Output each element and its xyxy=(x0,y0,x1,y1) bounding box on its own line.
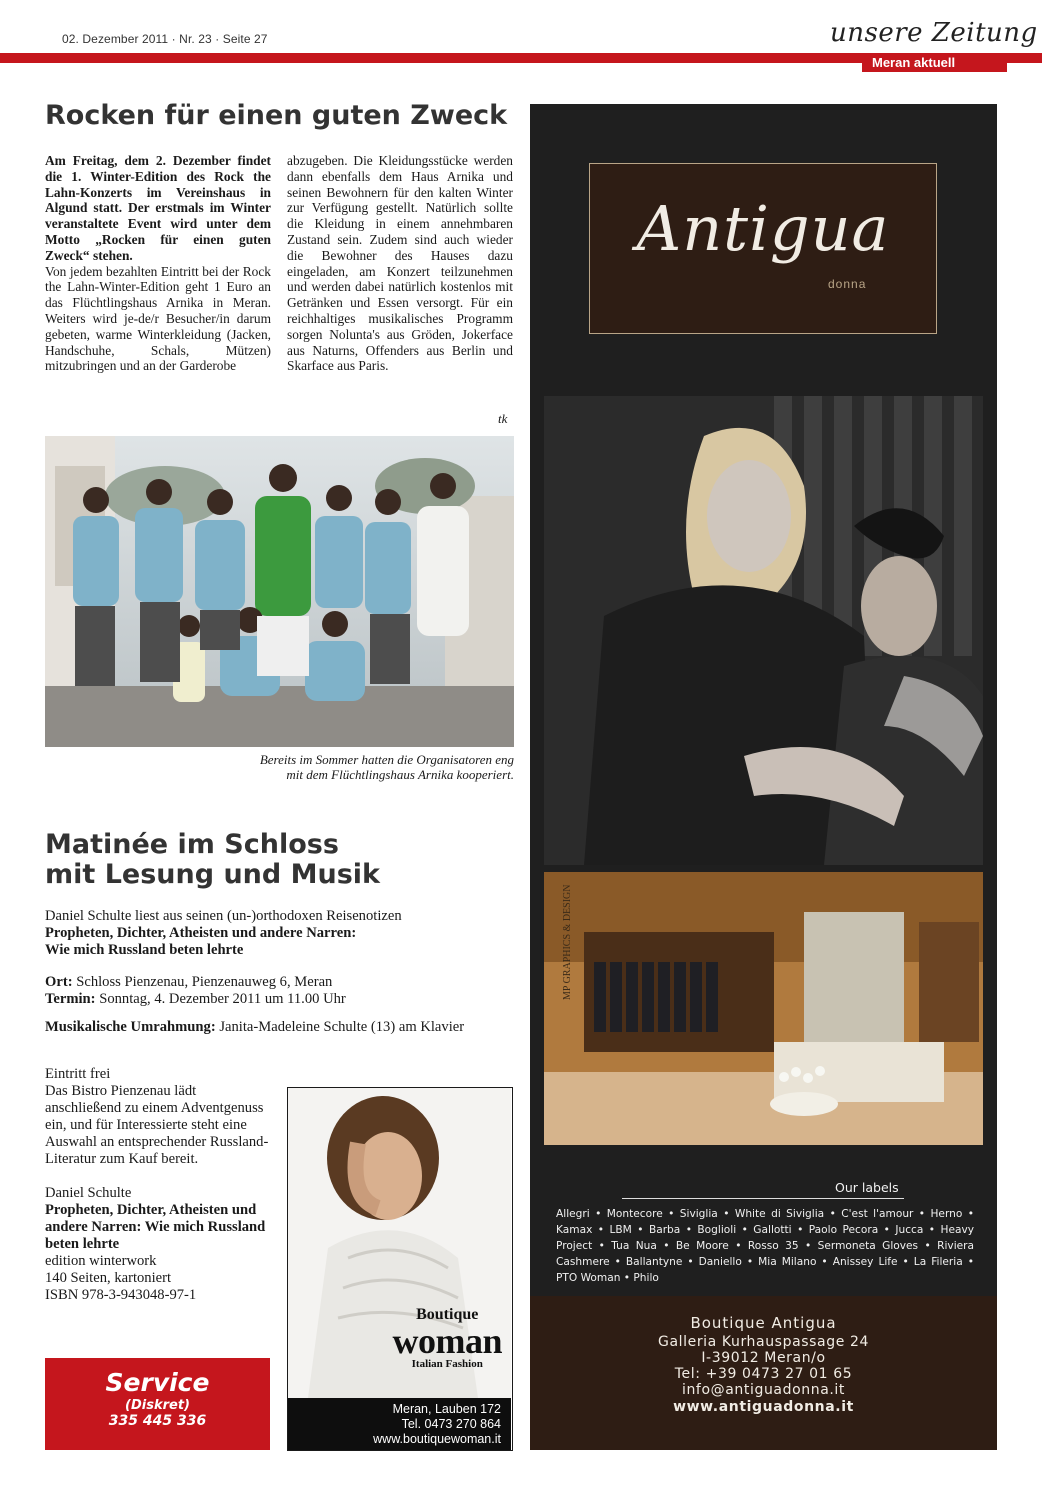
antigua-store-image xyxy=(544,872,983,1145)
group-photo xyxy=(45,436,514,747)
photo-caption-line-1: Bereits im Sommer hatten die Organisatoren eng xyxy=(259,752,514,767)
article-body-part-2: abzugeben. Die Kleidungsstücke werden dann ebenfalls dem Haus Arnika und seinen Bewohnern für den kalten Winter zur Verfügung gestellt. Natürlich sollte die Kleidung in einem annehmbaren Zustand sein. Zudem sind auch wieder die Bewohner des Hauses dazu eingeladen, am Konzert teilzunehmen und werden dabei natürlich kostenlos mit Getränken und Essen versorgt. Für ein reichhaltiges musikalisches Programm sorgen Nolunta's aus Gröden, Jokerface aus Naturns, Offenders aus Berlin und Skarface aus Paris. xyxy=(287,153,513,374)
antigua-couple-photo xyxy=(544,396,983,865)
event-details xyxy=(45,974,515,1008)
antigua-city: I-39012 Meran/o xyxy=(701,1350,826,1366)
matinee-intro xyxy=(45,908,515,959)
book-isbn: ISBN 978-3-943048-97-1 xyxy=(45,1287,197,1303)
book-author: Daniel Schulte xyxy=(45,1185,132,1201)
service-ad-subtitle: (Diskret) xyxy=(125,1398,190,1413)
boutique-woman-address: Meran, Lauben 172 xyxy=(392,1402,501,1416)
photo-caption-line-2: mit dem Flüchtlingshaus Arnika kooperiert. xyxy=(286,767,514,782)
matinee-headline-line-2: mit Lesung und Musik xyxy=(45,859,380,890)
photo-caption xyxy=(150,752,514,782)
musik-value: Janita-Madeleine Schulte (13) am Klavier xyxy=(219,1019,465,1035)
book-publisher: edition winterwork xyxy=(45,1253,157,1269)
musik-label: Musikalische Umrahmung: xyxy=(45,1019,216,1035)
antigua-store-photo xyxy=(544,872,983,1145)
boutique-woman-contact xyxy=(288,1398,511,1450)
boutique-woman-website: www.boutiquewoman.it xyxy=(373,1432,501,1446)
ort-value: Schloss Pienzenau, Pienzenauweg 6, Meran xyxy=(76,974,333,990)
book-pages: 140 Seiten, kartoniert xyxy=(45,1270,172,1286)
newspaper-logo: unsere Zeitung xyxy=(830,18,1038,48)
author-signature: tk xyxy=(498,411,508,426)
antigua-logo-sub: donna xyxy=(828,277,867,291)
termin-value: Sonntag, 4. Dezember 2011 um 11.00 Uhr xyxy=(99,991,346,1007)
agency-tag xyxy=(548,880,580,1005)
antigua-street: Galleria Kurhauspassage 24 xyxy=(658,1334,869,1350)
boutique-woman-logo-line-1: Boutique xyxy=(416,1306,479,1323)
matinee-body xyxy=(45,1066,270,1304)
antigua-couple-image xyxy=(544,396,983,865)
boutique-woman-ad xyxy=(287,1087,513,1451)
agency-tag-text xyxy=(548,880,580,1005)
labels-divider xyxy=(622,1198,904,1199)
antigua-logo-box xyxy=(589,163,937,334)
antigua-email: info@antiguadonna.it xyxy=(681,1382,846,1398)
antigua-phone: Tel: +39 0473 27 01 65 xyxy=(674,1366,853,1382)
issue-date-line: 02. Dezember 2011 · Nr. 23 · Seite 27 xyxy=(62,32,268,46)
matinee-headline xyxy=(45,830,380,890)
labels-heading: Our labels xyxy=(835,1180,899,1195)
book-title-line-1: Propheten, Dichter, Atheisten und andere Narren: xyxy=(45,925,357,941)
music-details xyxy=(45,1019,515,1036)
bistro-text: Das Bistro Pienzenau lädt anschließend zu einem Adventgenuss ein, und für Interessierte steht eine Auswahl an entsprechender Russland-Literatur zum Kauf bereit. xyxy=(45,1083,269,1167)
article-column-1 xyxy=(45,153,271,374)
article-headline: Rocken für einen guten Zweck xyxy=(45,100,508,131)
article-column-2 xyxy=(287,153,513,374)
boutique-woman-logo xyxy=(392,1306,502,1370)
labels-list: Allegri • Montecore • Siviglia • White di Siviglia • C'est l'amour • Herno • Kamax • LBM • Barba • Boglioli • Gallotti • Paolo Pecora • Jucca • Heavy Project • Tua Nua • Be Moore • Rosso 35 • Sermoneta Gloves • Riviera Cashmere • Ballantyne • Daniello • Mia Milano • Anissey Life • La Fileria • PTO Woman • Philo xyxy=(556,1208,974,1284)
antigua-website: www.antiguadonna.it xyxy=(673,1399,854,1415)
agency-tag-label: MP GRAPHICS & DESIGN xyxy=(562,884,573,1000)
service-ad-title: Service xyxy=(105,1368,210,1397)
ort-label: Ort: xyxy=(45,974,73,990)
antigua-contact-box xyxy=(530,1296,997,1450)
section-label: Meran aktuell xyxy=(872,55,956,70)
antigua-logo: Antigua xyxy=(636,192,890,265)
article-body-part-1: Von jedem bezahlten Eintritt bei der Rock the Lahn-Winter-Edition geht 1 Euro an das Flüchtlingshaus Arnika in Meran. Weiters wird je-de/r Besucher/in darum gebeten, warme Winterkleidung (Jacken, Handschuhe, Schals, Mützen) mitzubringen und an der Garderobe xyxy=(45,263,271,374)
matinee-intro-text: Daniel Schulte liest aus seinen (un-)orthodoxen Reisenotizen xyxy=(45,908,402,924)
article-lead: Am Freitag, dem 2. Dezember findet die 1. Winter-Edition des Rock the Lahn-Konzerts im Vereinshaus in Algund statt. Der erstmals im Winter veranstaltete Event wird unter dem Motto „Rocken für einen guten Zweck“ stehen. xyxy=(45,153,271,263)
book-title-line-2: Wie mich Russland beten lehrte xyxy=(45,942,244,958)
matinee-headline-line-1: Matinée im Schloss xyxy=(45,829,339,860)
service-ad-phone: 335 445 336 xyxy=(108,1413,207,1429)
group-photo-image xyxy=(45,436,514,747)
book-title: Propheten, Dichter, Atheisten und andere Narren: Wie mich Russland beten lehrte xyxy=(45,1202,266,1252)
service-ad xyxy=(45,1358,270,1450)
eintritt-text: Eintritt frei xyxy=(45,1066,111,1082)
boutique-woman-logo-line-3: Italian Fashion xyxy=(411,1358,483,1370)
boutique-woman-phone: Tel. 0473 270 864 xyxy=(401,1417,501,1431)
antigua-shop-name: Boutique Antigua xyxy=(690,1314,837,1332)
termin-label: Termin: xyxy=(45,991,96,1007)
boutique-woman-logo-line-2: woman xyxy=(392,1321,502,1361)
